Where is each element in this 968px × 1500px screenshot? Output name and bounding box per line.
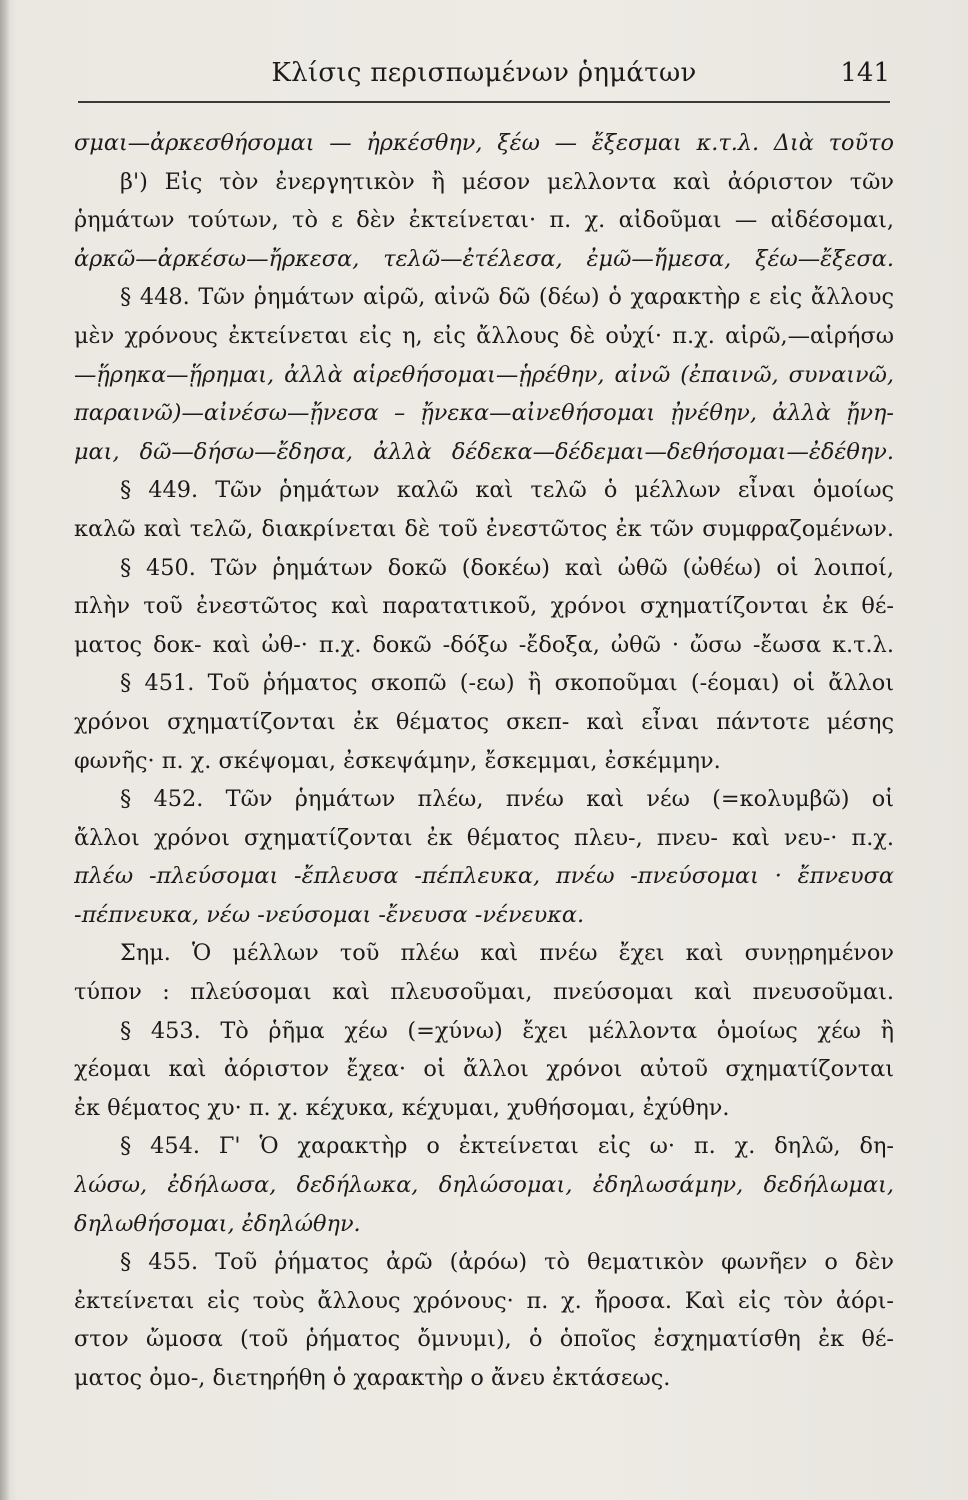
text-line: πλὴν τοῦ ἐνεστῶτος καὶ παρατατικοῦ, χρόνοι σχηματίζονται ἐκ θέ- — [74, 593, 894, 620]
text-line: β') Εἰς τὸν ἐνεργητικὸν ἢ μέσον μελλοντα καὶ ἀόριστον τῶν — [120, 168, 894, 195]
text-line: ῥημάτων τούτων, τὸ ε δὲν ἐκτείνεται· π. χ. αἰδοῦμαι — αἰδέσομαι, — [74, 207, 894, 234]
section-454: § 454. Γ' Ὁ χαρακτὴρ ο ἐκτείνεται εἰς ω· π. χ. δηλῶ, δη- — [120, 1133, 894, 1160]
text-line: χρόνοι σχηματίζονται ἐκ θέματος σκεπ- καὶ εἶναι πάντοτε μέσης — [74, 708, 894, 735]
page-number: 141 — [840, 58, 890, 88]
section-450: § 450. Τῶν ῥημάτων δοκῶ (δοκέω) καὶ ὠθῶ (ὠθέω) οἱ λοιποί, — [120, 554, 894, 581]
text-line: μαι, δῶ—δήσω—ἔδησα, ἀλλὰ δέδεκα—δέδεμαι—δεθήσομαι—ἐδέθην. — [74, 438, 894, 465]
text-line: ἐκτείνεται εἰς τοὺς ἄλλους χρόνους· π. χ. ἤροσα. Καὶ εἰς τὸν ἀόρι- — [74, 1287, 894, 1314]
section-455: § 455. Τοῦ ῥήματος ἀρῶ (ἀρόω) τὸ θεματικὸν φωνῆεν ο δὲν — [120, 1249, 894, 1276]
text-line: ἀρκῶ—ἀρκέσω—ἤρκεσα, τελῶ—ἐτέλεσα, ἐμῶ—ἤμεσα, ξέω—ἔξεσα. — [74, 245, 894, 272]
text-line: -πέπνευκα, νέω -νεύσομαι -ἔνευσα -νένευκα. — [74, 901, 585, 928]
section-453: § 453. Τὸ ῥῆμα χέω (=χύνω) ἔχει μέλλοντα ὁμοίως χέω ἢ — [120, 1017, 894, 1044]
body-text — [74, 124, 894, 1398]
text-line: πλέω -πλεύσομαι -ἔπλευσα -πέπλευκα, πνέω -πνεύσομαι · ἔπνευσα — [74, 863, 894, 890]
text-line: —ᾕρηκα—ᾕρημαι, ἀλλὰ αἱρεθήσομαι—ᾑρέθην, αἰνῶ (ἐπαινῶ, συναινῶ, — [74, 361, 894, 388]
text-line: μὲν χρόνους ἐκτείνεται εἰς η, εἰς ἄλλους δὲ οὐχί· π.χ. αἱρῶ,—αἱρήσω — [74, 322, 894, 349]
text-line: λώσω, ἐδήλωσα, δεδήλωκα, δηλώσομαι, ἐδηλωσάμην, δεδήλωμαι, — [74, 1172, 894, 1199]
text-line: ἐκ θέματος χυ· π. χ. κέχυκα, κέχυμαι, χυθήσομαι, ἐχύθην. — [74, 1094, 730, 1121]
text-line: ματος ὀμο-, διετηρήθη ὁ χαρακτὴρ ο ἄνευ ἐκτάσεως. — [74, 1365, 671, 1391]
note-line: Σημ. Ὁ μέλλων τοῦ πλέω καὶ πνέω ἔχει καὶ συνῃρημένον — [120, 940, 894, 967]
text-line: τύπον : πλεύσομαι καὶ πλευσοῦμαι, πνεύσομαι καὶ πνευσοῦμαι. — [74, 979, 894, 1006]
text-line: στον ὤμοσα (τοῦ ῥήματος ὄμνυμι), ὁ ὁποῖος ἐσχηματίσθη ἐκ θέ- — [74, 1326, 894, 1353]
page-gutter-shadow — [0, 0, 10, 1500]
text-line: ματος δοκ- καὶ ὠθ-· π.χ. δοκῶ -δόξω -ἔδοξα, ὠθῶ · ὤσω -ἔωσα κ.τ.λ. — [74, 631, 894, 658]
text-line: χέομαι καὶ ἀόριστον ἔχεα· οἱ ἄλλοι χρόνοι αὐτοῦ σχηματίζονται — [74, 1056, 894, 1083]
section-452: § 452. Τῶν ῥημάτων πλέω, πνέω καὶ νέω (=κολυμβῶ) οἱ — [120, 786, 894, 813]
running-title: Κλίσις περισπωμένων ῥημάτων — [271, 58, 697, 88]
text-line: δηλωθήσομαι, ἐδηλώθην. — [74, 1210, 361, 1237]
page-header — [78, 58, 890, 98]
text-line: φωνῆς· π. χ. σκέψομαι, ἐσκεψάμην, ἔσκεμμαι, ἐσκέμμην. — [74, 747, 721, 774]
text-line: σμαι—ἀρκεσθήσομαι — ἠρκέσθην, ξέω — ἔξεσμαι κ.τ.λ. Διὰ τοῦτο — [74, 130, 894, 156]
text-line: καλῶ καὶ τελῶ, διακρίνεται δὲ τοῦ ἐνεστῶτος ἐκ τῶν συμφραζομένων. — [74, 515, 894, 542]
text-line: ἄλλοι χρόνοι σχηματίζονται ἐκ θέματος πλευ-, πνευ- καὶ νευ-· π.χ. — [74, 824, 894, 851]
header-rule — [78, 101, 890, 103]
section-451: § 451. Τοῦ ῥήματος σκοπῶ (-εω) ἢ σκοποῦμαι (-έομαι) οἱ ἄλλοι — [120, 670, 894, 697]
section-448: § 448. Τῶν ῥημάτων αἱρῶ, αἰνῶ δῶ (δέω) ὁ χαρακτὴρ ε εἰς ἄλλους — [120, 284, 894, 311]
section-449: § 449. Τῶν ῥημάτων καλῶ καὶ τελῶ ὁ μέλλων εἶναι ὁμοίως — [120, 477, 894, 504]
text-line: παραινῶ)—αἰνέσω—ᾔνεσα – ᾔνεκα—αἰνεθήσομαι ᾐνέθην, ἀλλὰ ᾔνη- — [74, 400, 894, 427]
